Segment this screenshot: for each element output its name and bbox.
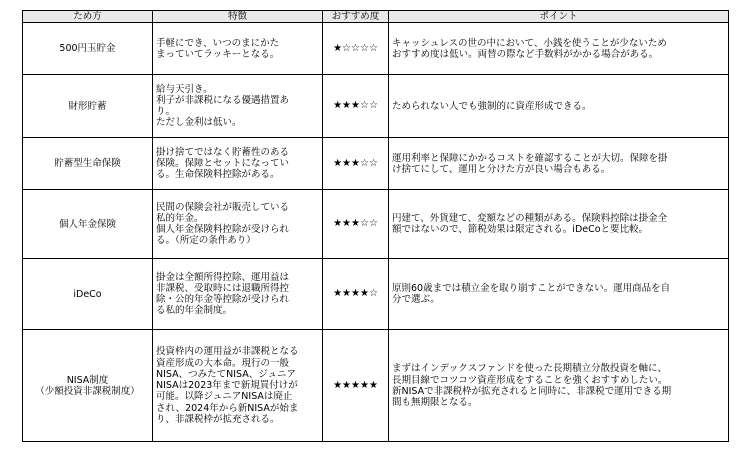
feature-cell-line: NISAは2023年まで新規買付けが bbox=[156, 380, 298, 392]
feature-cell bbox=[153, 190, 323, 259]
feature-cell-line: り、非課税枠が拡充される。 bbox=[156, 413, 280, 425]
feature-cell-line: 投資枠内の運用益が非課税となる bbox=[156, 346, 299, 358]
feature-cell-line: 非課税、受取時には退職所得控 bbox=[156, 283, 290, 294]
method-cell bbox=[23, 190, 153, 259]
feature-cell-line: り。 bbox=[156, 106, 176, 118]
point-cell-line: 間も無期限となる。 bbox=[392, 396, 478, 408]
feature-cell-line: 個人年金保険料控除が受けられ bbox=[156, 224, 290, 236]
feature-cell-line: 給与天引き。 bbox=[156, 83, 213, 95]
table-row bbox=[23, 190, 729, 259]
method-cell-line: 個人年金保険 bbox=[58, 218, 116, 230]
rating-cell: ★★★★★ bbox=[323, 330, 389, 442]
point-cell bbox=[389, 138, 729, 190]
savings-methods-table bbox=[22, 10, 729, 442]
method-cell-line: iDeCo bbox=[73, 288, 102, 300]
table-row bbox=[23, 259, 729, 330]
point-cell bbox=[389, 190, 729, 259]
feature-cell-line: NISA、つみたてNISA、ジュニア bbox=[156, 368, 297, 380]
table-body bbox=[23, 23, 729, 442]
point-cell-line: 円建て、外貨建て、変額などの種類がある。保険料控除は掛金全 bbox=[392, 213, 668, 224]
feature-cell-line: 手軽にでき、いつのまにかた bbox=[156, 37, 280, 49]
rating-cell: ★★★☆☆ bbox=[323, 138, 389, 190]
method-cell bbox=[23, 330, 153, 442]
feature-cell-line: る。（所定の条件あり） bbox=[156, 235, 256, 247]
header-point: ポイント bbox=[389, 11, 729, 23]
point-cell-line: 長期目線でコツコツ資産形成をすることを強くおすすめしたい。 bbox=[392, 374, 668, 386]
point-cell-line: 運用利率と保障にかかるコストを確認することが大切。保障を掛 bbox=[392, 152, 668, 164]
feature-cell-line: る私的年金制度。 bbox=[156, 305, 233, 317]
method-cell-line: （少額投資非課税制度） bbox=[35, 385, 140, 397]
header-row bbox=[23, 11, 729, 23]
method-cell bbox=[23, 75, 153, 138]
feature-cell bbox=[153, 138, 323, 190]
feature-cell-line: 資産形成の大本命。現行の一般 bbox=[156, 357, 290, 369]
method-cell bbox=[23, 23, 153, 75]
feature-cell-line: 可能。以降ジュニアNISAは廃止 bbox=[156, 391, 293, 403]
table-row bbox=[23, 75, 729, 138]
feature-cell bbox=[153, 259, 323, 330]
point-cell-line: 額ではないので、節税効果は限定される。iDeCoと要比較。 bbox=[392, 224, 649, 236]
feature-cell bbox=[153, 75, 323, 138]
feature-cell-line: 掛金は全額所得控除、運用益は bbox=[156, 271, 290, 283]
point-cell-line: おすすめ度は低い。両替の際など手数料がかかる場合がある。 bbox=[392, 48, 659, 60]
point-cell-line: キャッシュレスの世の中において、小銭を使うことが少ないため bbox=[392, 37, 667, 49]
feature-cell-line: され、2024年から新NISAが始ま bbox=[156, 402, 299, 414]
feature-cell-line: 私的年金。 bbox=[156, 213, 204, 224]
table-row bbox=[23, 23, 729, 75]
point-cell-line: 原則60歳までは積立金を取り崩すことができない。運用商品を自 bbox=[392, 283, 671, 294]
feature-cell-line: まっていてラッキーとなる。 bbox=[156, 48, 280, 60]
point-cell-line: まずはインデックスファンドを使った長期積立分散投資を軸に、 bbox=[392, 363, 668, 375]
point-cell bbox=[389, 75, 729, 138]
point-cell-line: 分で選ぶ。 bbox=[392, 294, 440, 306]
feature-cell-line: 民間の保険会社が販売している bbox=[156, 201, 290, 213]
feature-cell bbox=[153, 23, 323, 75]
header-rating: おすすめ度 bbox=[323, 11, 389, 23]
rating-cell: ★★★☆☆ bbox=[323, 190, 389, 259]
method-cell-line: NISA制度 bbox=[66, 374, 109, 386]
feature-cell-line: 保険。保障とセットになってい bbox=[156, 158, 290, 170]
point-cell-line: け捨てにして、運用と分けた方が良い場合もある。 bbox=[392, 163, 611, 175]
point-cell bbox=[389, 259, 729, 330]
header-feature: 特徴 bbox=[153, 11, 323, 23]
rating-cell: ★★★☆☆ bbox=[323, 75, 389, 138]
method-cell-line: 財形貯蓄 bbox=[68, 100, 107, 112]
feature-cell-line: ただし金利は低い。 bbox=[156, 117, 242, 129]
point-cell-line: 新NISAで非課税枠が拡充されると同時に、非課税で運用できる期 bbox=[392, 385, 672, 397]
table-row bbox=[23, 138, 729, 190]
point-cell bbox=[389, 23, 729, 75]
feature-cell-line: 利子が非課税になる優遇措置あ bbox=[156, 95, 290, 106]
feature-cell bbox=[153, 330, 323, 442]
header-method: ため方 bbox=[23, 11, 153, 23]
method-cell-line: 貯蓄型生命保険 bbox=[54, 158, 121, 170]
point-cell-line: ためられない人でも強制的に資産形成できる。 bbox=[392, 100, 592, 112]
feature-cell-line: 掛け捨てではなく貯蓄性のある bbox=[156, 146, 290, 158]
feature-cell-line: 除・公的年金等控除が受けられ bbox=[156, 294, 290, 306]
method-cell-line: 500円玉貯金 bbox=[59, 43, 116, 55]
method-cell bbox=[23, 138, 153, 190]
point-cell bbox=[389, 330, 729, 442]
table-row bbox=[23, 330, 729, 442]
rating-cell: ★★★★☆ bbox=[323, 259, 389, 330]
feature-cell-line: る。生命保険料控除がある。 bbox=[156, 169, 280, 181]
rating-cell: ★☆☆☆☆ bbox=[323, 23, 389, 75]
method-cell bbox=[23, 259, 153, 330]
